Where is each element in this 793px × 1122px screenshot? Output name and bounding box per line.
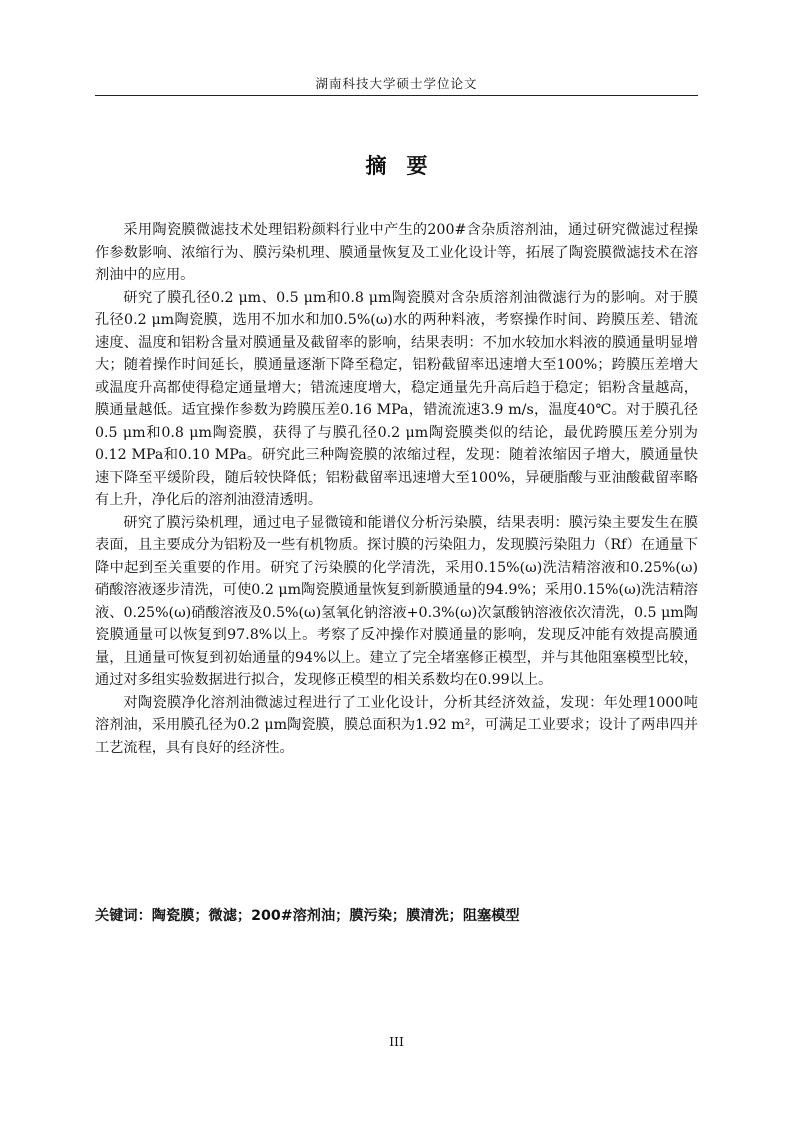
running-header: 湖南科技大学硕士学位论文 <box>315 76 478 91</box>
abstract-body <box>95 219 698 759</box>
abstract-paragraph-4: 对陶瓷膜净化溶剂油微滤过程进行了工业化设计，分析其经济效益，发现：年处理1000吨溶剂油，采用膜孔径为0.2 μm陶瓷膜，膜总面积为1.92 m²，可满足工业要求；设计了两串四并工艺流程，具有良好的经济性。 <box>95 694 698 756</box>
abstract-paragraph-1: 采用陶瓷膜微滤技术处理铝粉颜料行业中产生的200#含杂质溶剂油，通过研究微滤过程操作参数影响、浓缩行为、膜污染机理、膜通量恢复及工业化设计等，拓展了陶瓷膜微滤技术在溶剂油中的应用。 <box>95 222 698 283</box>
title-char-1: 摘 <box>365 153 387 178</box>
page-title <box>95 150 698 180</box>
keywords-value: 陶瓷膜；微滤；200#溶剂油；膜污染；膜清洗；阻塞模型 <box>151 908 520 924</box>
page-number: III <box>389 1034 404 1049</box>
keywords-line <box>95 905 698 925</box>
keywords-label: 关键词： <box>95 908 152 924</box>
header-rule <box>95 95 698 96</box>
abstract-paragraph-2: 研究了膜孔径0.2 μm、0.5 μm和0.8 μm陶瓷膜对含杂质溶剂油微滤行为的影响。对于膜孔径0.2 μm陶瓷膜，选用不加水和加0.5%(ω)水的两种料液，考察操作时间、跨膜压差、错流速度、温度和铝粉含量对膜通量及截留率的影响，结果表明：不加水较加水料液的膜通量明显增大；随着操作时间延长，膜通量逐渐下降至稳定，铝粉截留率迅速增大至100%；跨膜压差增大或温度升高都使得稳定通量增大；错流速度增大，稳定通量先升高后趋于稳定；铝粉含量越高，膜通量越低。适宜操作参数为跨膜压差0.16 MPa，错流流速3.9 m/s，温度40℃。对于膜孔径0.5 μm和0.8 μm陶瓷膜，获得了与膜孔径0.2 μm陶瓷膜类似的结论，最优跨膜压差分别为0.12 MPa和0.10 MPa。研究此三种陶瓷膜的浓缩过程，发现：随着浓缩因子增大，膜通量快速下降至平缓阶段，随后较快降低；铝粉截留率迅速增大至100%，异硬脂酸与亚油酸截留率略有上升，净化后的溶剂油澄清透明。 <box>95 289 698 508</box>
abstract-paragraph-3: 研究了膜污染机理，通过电子显微镜和能谱仪分析污染膜，结果表明：膜污染主要发生在膜表面，且主要成分为铝粉及一些有机物质。探讨膜的污染阻力，发现膜污染阻力（Rf）在通量下降中起到至关重要的作用。研究了污染膜的化学清洗，采用0.15%(ω)洗洁精溶液和0.25%(ω)硝酸溶液逐步清洗，可使0.2 μm陶瓷膜通量恢复到新膜通量的94.9%；采用0.15%(ω)洗洁精溶液、0.25%(ω)硝酸溶液及0.5%(ω)氢氧化钠溶液+0.3%(ω)次氯酸钠溶液依次清洗，0.5 μm陶瓷膜通量可以恢复到97.8%以上。考察了反冲操作对膜通量的影响，发现反冲能有效提高膜通量，且通量可恢复到初始通量的94%以上。建立了完全堵塞修正模型，并与其他阻塞模型比较，通过对多组实验数据进行拟合，发现修正模型的相关系数均在0.99以上。 <box>95 514 698 688</box>
title-char-2: 要 <box>406 153 428 178</box>
